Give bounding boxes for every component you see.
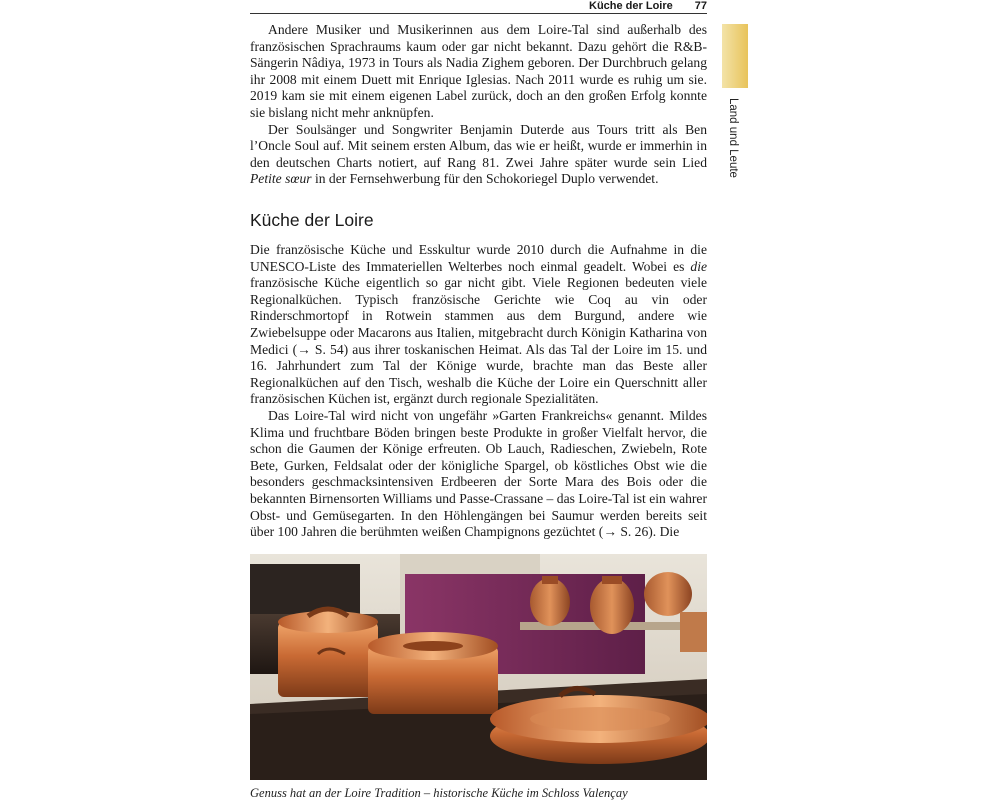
- cuisine-text-block: [250, 242, 707, 541]
- paragraph-text: in der Fernsehwerbung für den Schokoriegel Duplo verwendet.: [311, 171, 659, 187]
- kitchen-photo: [250, 554, 707, 780]
- emphasis: die: [690, 258, 707, 274]
- paragraph-text: Die französische Küche und Esskultur wurde 2010 durch die Aufnahme in die UNESCO-Liste des Immateriellen Welterbes noch einmal geadelt. Wobei es: [250, 242, 707, 274]
- paragraph-text: Der Soulsänger und Songwriter Benjamin Duterde aus Tours tritt als Ben l’Oncle Soul auf. Mit seinem ersten Album, das wie er heißt, wurde er immerhin in den deutschen Charts notiert, auf Rang 81. Zwei Jahre später wurde sein Lied: [250, 121, 707, 170]
- section-heading: Küche der Loire: [250, 210, 374, 230]
- paragraph: Das Loire-Tal wird nicht von ungefähr »Garten Frankreichs« genannt. Mildes Klima und fruchtbare Böden bringen beste Produkte in großer Vielfalt hervor, die schon die Gaumen der Könige erfreuten. Ob Lauch, Radieschen, Zwiebeln, Rote Bete, Gurken, Feldsalat oder der königliche Spargel, ob köstliches Obst wie die besonders geschmacksintensiven Erdbeeren der Sorte Mara des Bois oder die bekannten Birnensorten Williams und Passe-Crassane – das Loire-Tal ist ein wahrer Obst- und Gemüsegarten. In den Höhlengängen bei Saumur werden bereits seit über 100 Jahren die berühmten weißen Champignons gezüchtet (→ S. 26). Die: [250, 407, 707, 540]
- paragraph: [250, 242, 707, 408]
- running-header-title: Küche der Loire: [589, 0, 673, 12]
- copper-pots-illustration: [250, 554, 707, 780]
- running-header: [250, 0, 707, 14]
- chapter-side-label: Land und Leute: [727, 98, 739, 178]
- paragraph-text: französische Küche eigentlich so gar nicht gibt. Viele Regionen bedeuten viele Regionalküchen. Typisch französische Gerichte wie Coq au vin oder Rinderschmortopf in Rotwein stammen aus dem Burgund, andere wie Zwiebelsuppe oder Macarons aus Italien, mitgebracht durch Königin Katharina von Medici (→ S. 54) aus ihrer toskanischen Heimat. Als das Tal der Loire im 15. und 16. Jahrhundert zum Tal der Könige wurde, brachte man das Beste aller Regionalküchen auf den Tisch, weshalb die Küche der Loire ein Querschnitt aller französischen Küchen ist, ergänzt durch regionale Spezialitäten.: [250, 275, 707, 407]
- chapter-thumb-tab: [722, 24, 748, 88]
- figure-caption: Genuss hat an der Loire Tradition – historische Küche im Schloss Valençay: [250, 786, 628, 800]
- music-text-block: [250, 22, 707, 188]
- paragraph: [250, 122, 707, 188]
- song-title: Petite sœur: [250, 171, 312, 187]
- paragraph: Andere Musiker und Musikerinnen aus dem Loire-Tal sind außerhalb des französischen Sprachraums kaum oder gar nicht bekannt. Dazu gehört die R&B-Sängerin Nâdiya, 1973 in Tours als Nadia Zighem geboren. Der Durchbruch gelang ihr 2008 mit einem Duett mit Enrique Iglesias. Nach 2011 wurde es ruhig um sie. 2019 kam sie mit einem eigenen Label zurück, doch an den großen Erfolg konnte sie bislang nicht mehr anknüpfen.: [250, 22, 707, 120]
- page-number: 77: [694, 0, 707, 12]
